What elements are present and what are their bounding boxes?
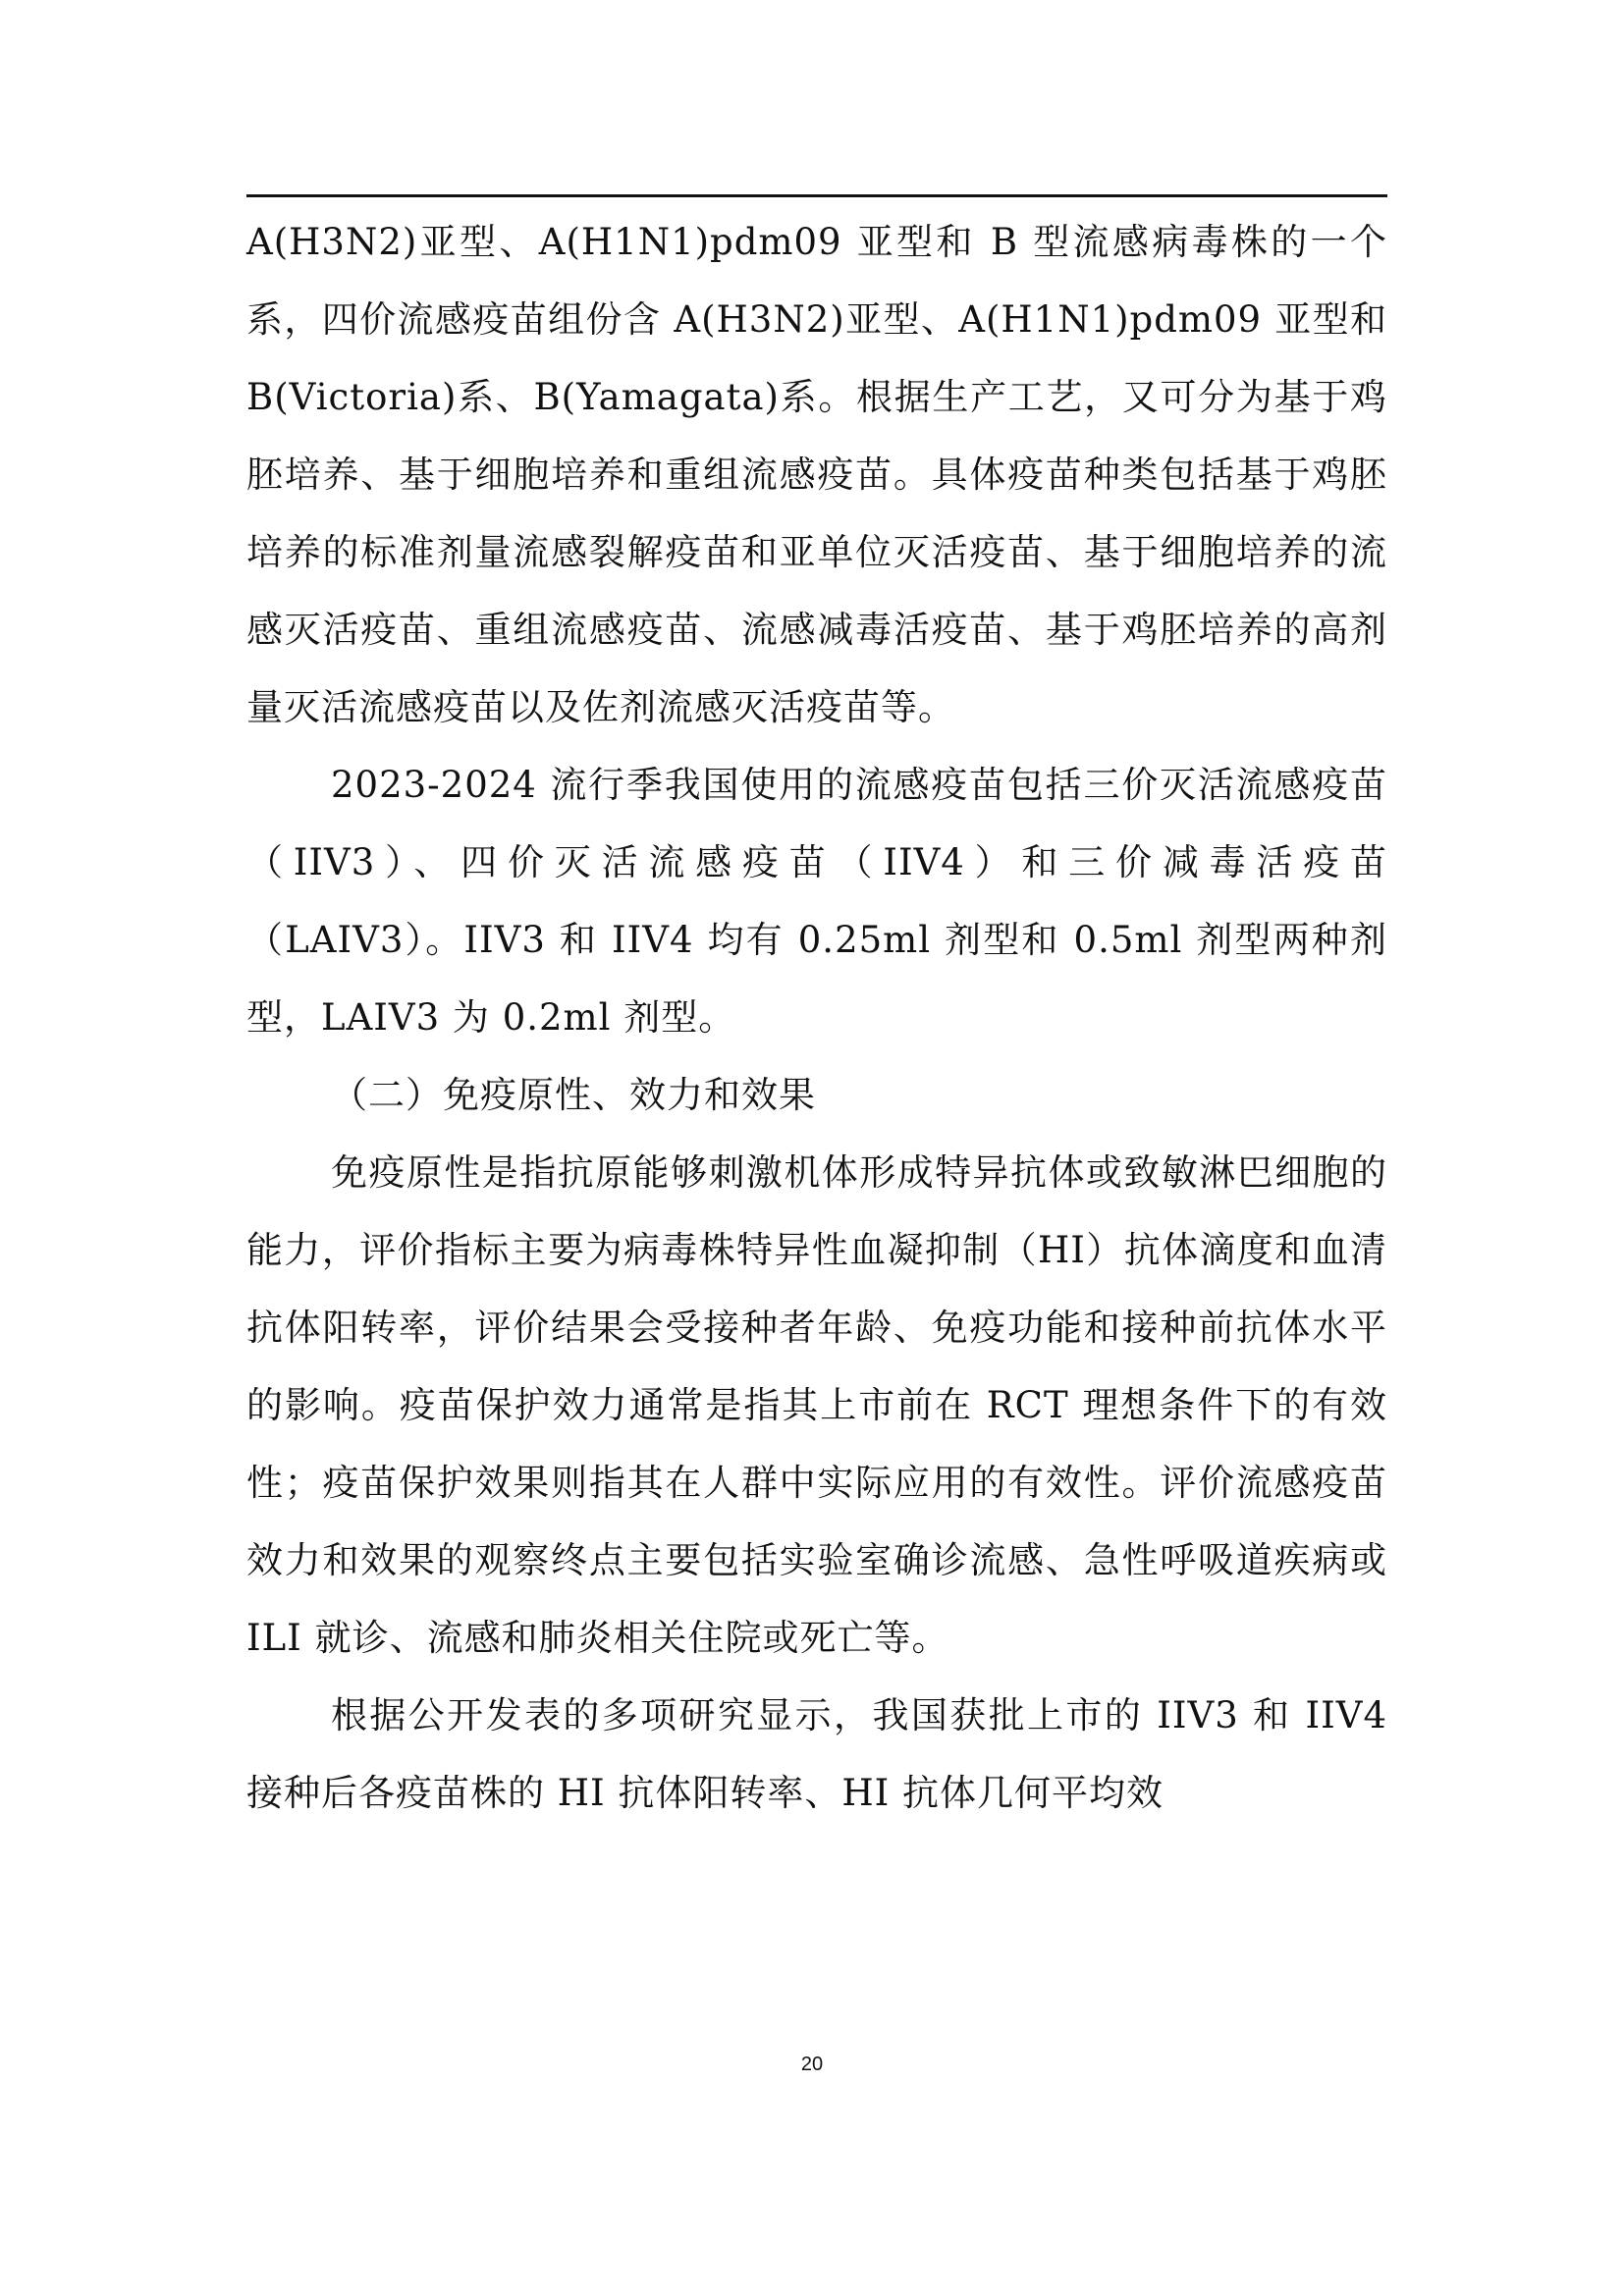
header-rule	[246, 194, 1387, 197]
page-content	[246, 203, 1387, 1832]
paragraph-studies: 根据公开发表的多项研究显示，我国获批上市的 IIV3 和 IIV4 接种后各疫苗株的 HI 抗体阳转率、HI 抗体几何平均效	[246, 1694, 1387, 1814]
paragraph-vaccine-types: A(H3N2)亚型、A(H1N1)pdm09 亚型和 B 型流感病毒株的一个系，四价流感疫苗组份含 A(H3N2)亚型、A(H1N1)pdm09 亚型和 B(Victoria)系、B(Yamagata)系。根据生产工艺，又可分为基于鸡胚培养、基于细胞培养和重组流感疫苗。具体疫苗种类包括基于鸡胚培养的标准剂量流感裂解疫苗和亚单位灭活疫苗、基于细胞培养的流感灭活疫苗、重组流感疫苗、流感减毒活疫苗、基于鸡胚培养的高剂量灭活流感疫苗以及佐剂流感灭活疫苗等。	[246, 221, 1387, 728]
section-heading: （二）免疫原性、效力和效果	[331, 1074, 816, 1116]
paragraph-vaccines-2023-2024: 2023-2024 流行季我国使用的流感疫苗包括三价灭活流感疫苗（IIV3）、四价灭活流感疫苗（IIV4）和三价减毒活疫苗（LAIV3）。IIV3 和 IIV4 均有 0.25ml 剂型和 0.5ml 剂型两种剂型，LAIV3 为 0.2ml 剂型。	[246, 764, 1387, 1039]
page-number: 20	[800, 2054, 824, 2075]
paragraph-immunogenicity: 免疫原性是指抗原能够刺激机体形成特异抗体或致敏淋巴细胞的能力，评价指标主要为病毒株特异性血凝抑制（HI）抗体滴度和血清抗体阳转率，评价结果会受接种者年龄、免疫功能和接种前抗体水平的影响。疫苗保护效力通常是指其上市前在 RCT 理想条件下的有效性；疫苗保护效果则指其在人群中实际应用的有效性。评价流感疫苗效力和效果的观察终点主要包括实验室确诊流感、急性呼吸道疾病或 ILI 就诊、流感和肺炎相关住院或死亡等。	[246, 1151, 1387, 1659]
